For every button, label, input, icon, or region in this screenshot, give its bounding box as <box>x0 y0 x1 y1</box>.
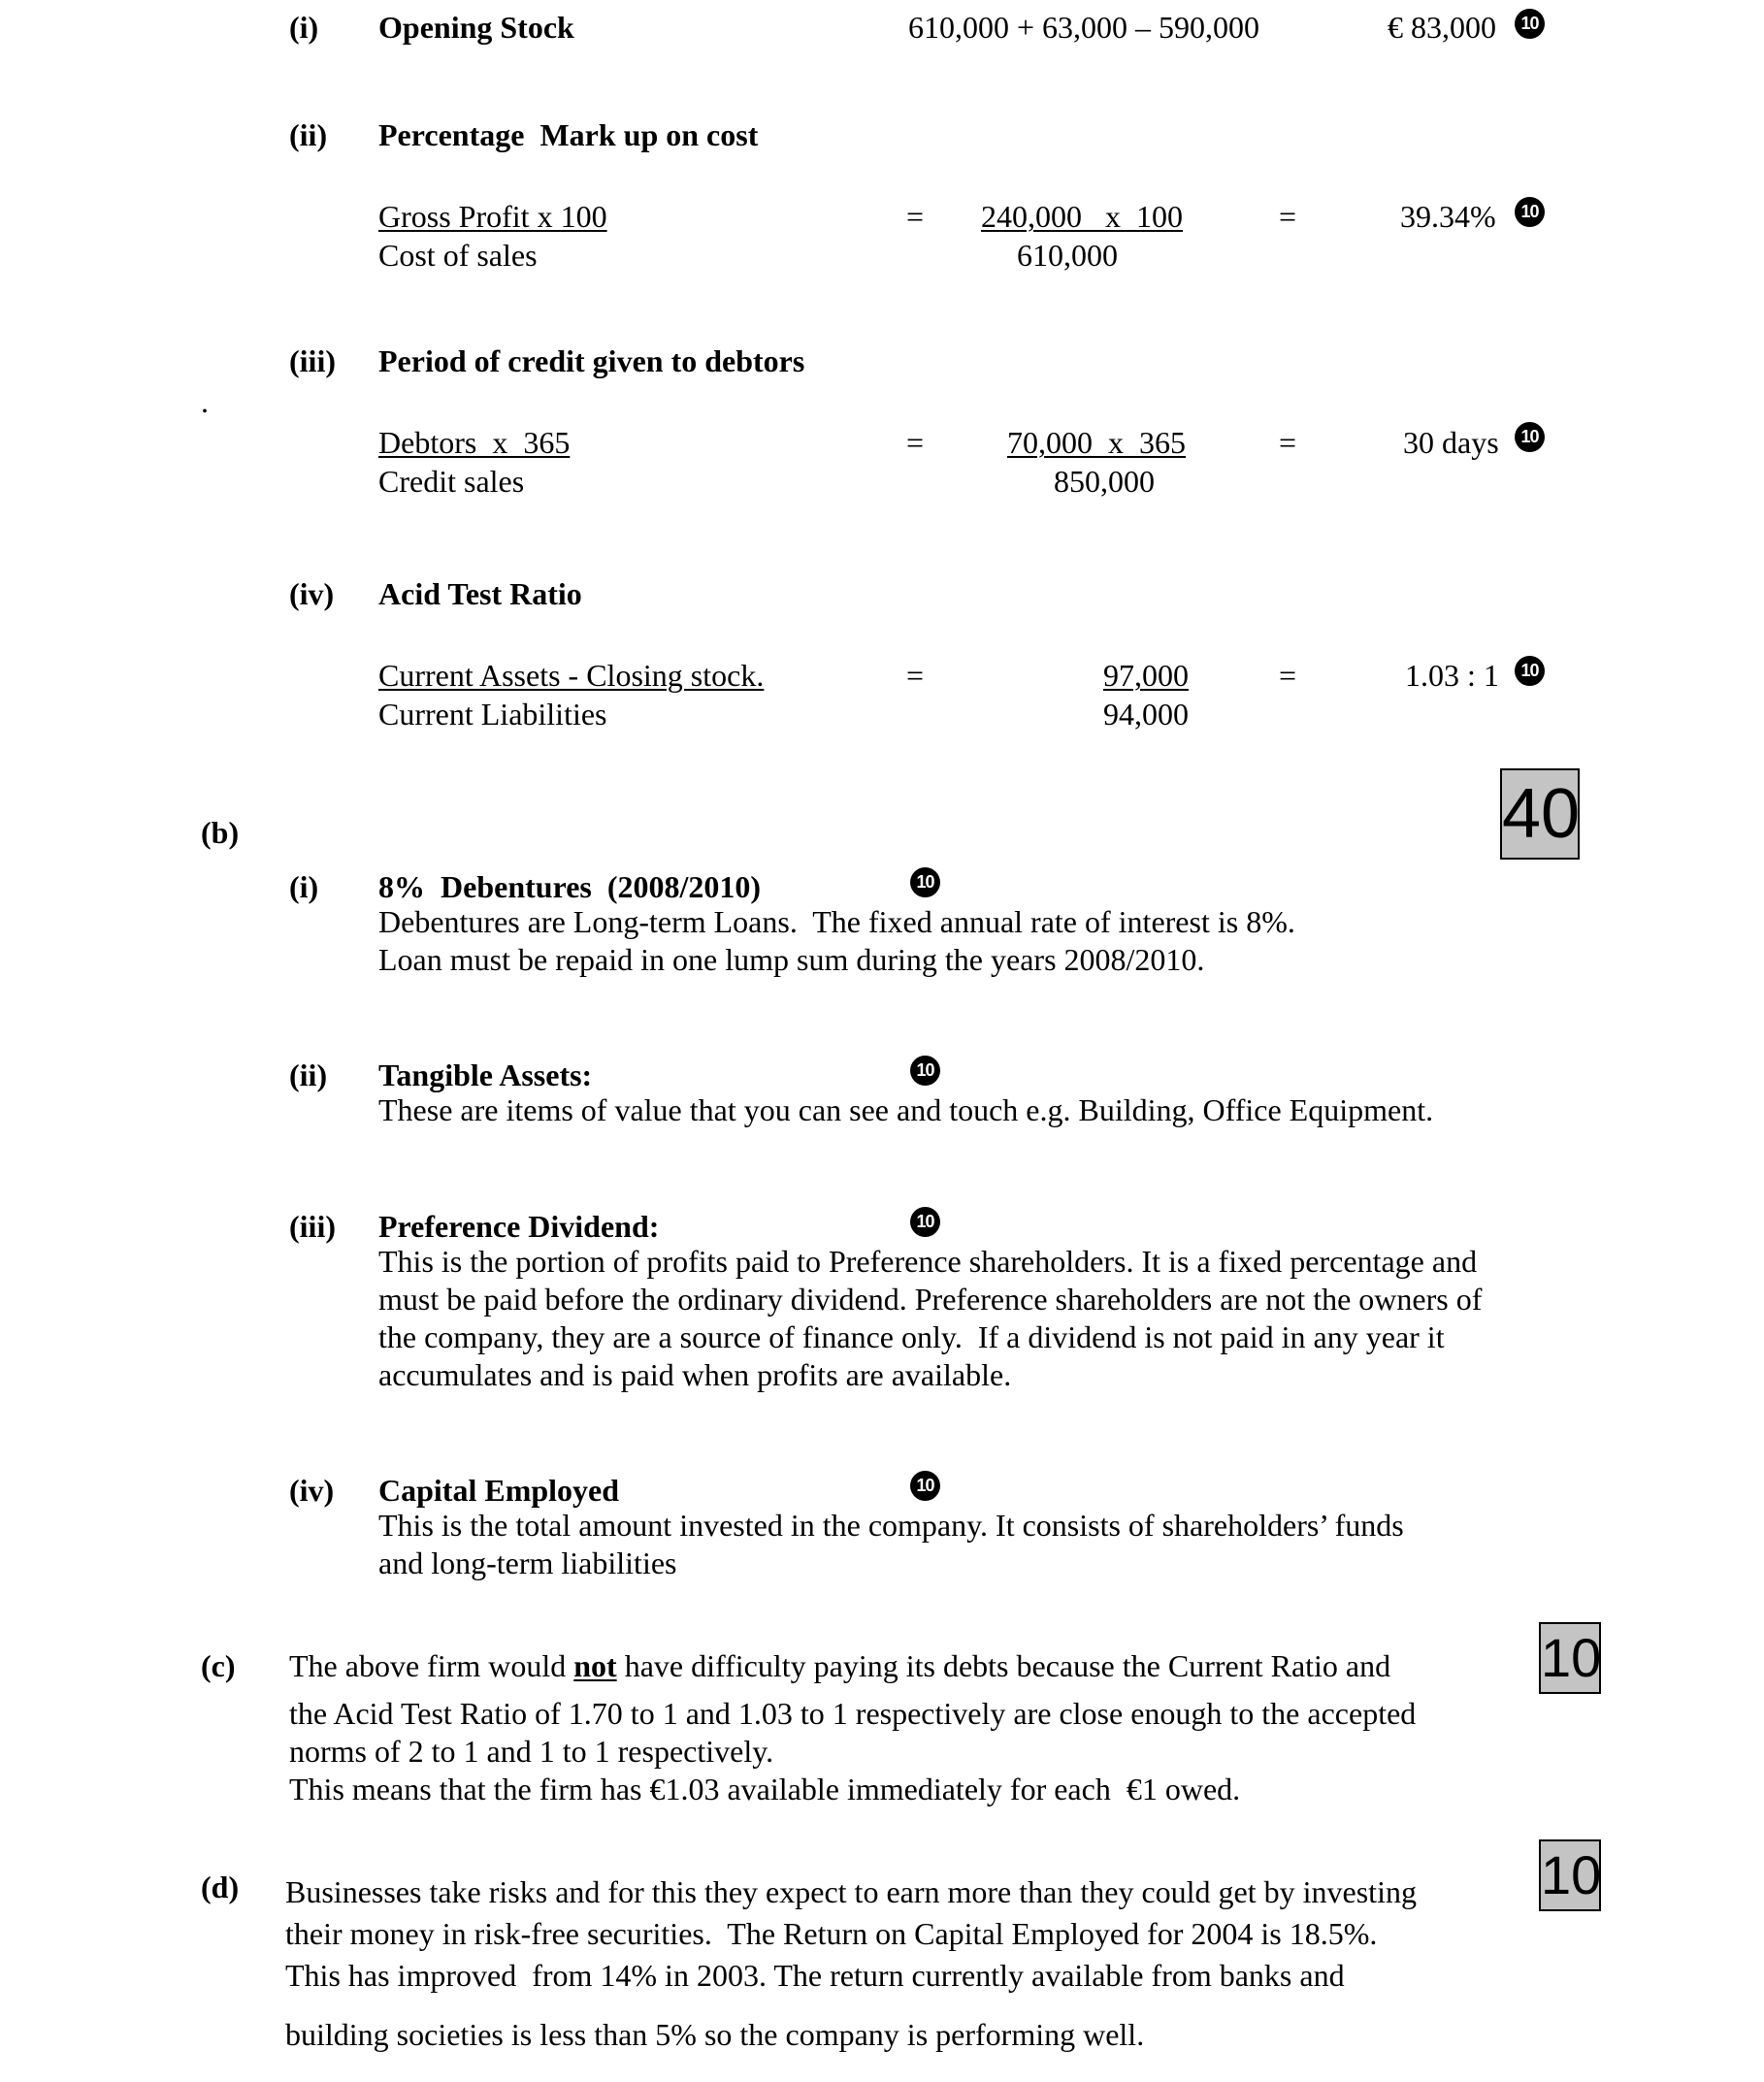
mark-10-icon: 10 <box>910 1207 940 1237</box>
markup-result: 39.34% <box>1400 199 1496 234</box>
debtors-credit-title: Period of credit given to debtors <box>378 343 805 378</box>
debtors-formula-numerator: Debtors x 365 <box>378 425 571 460</box>
mark-10-icon: 10 <box>1515 422 1545 452</box>
text-line: the company, they are a source of finance only. If a dividend is not paid in any year it <box>378 1319 1445 1354</box>
section-d-total-marks: 10 <box>1539 1839 1601 1911</box>
text-line: building societies is less than 5% so the company is performing well. <box>285 2017 1145 2052</box>
text-line: must be paid before the ordinary dividend. Preference shareholders are not the owners of <box>378 1282 1483 1317</box>
preference-dividend-title: Preference Dividend: <box>378 1209 660 1244</box>
tangible-assets-title: Tangible Assets: <box>378 1057 593 1092</box>
equals-sign: = <box>906 425 925 460</box>
mark-10-icon: 10 <box>910 1056 940 1086</box>
text-fragment: have difficulty paying its debts because the Current Ratio and <box>616 1648 1391 1683</box>
section-c-explanation <box>289 1695 1416 1808</box>
section-c-label: (c) <box>201 1648 236 1683</box>
markup-calc-numerator: 240,000 x 100 <box>981 199 1183 234</box>
section-c-total-marks: 10 <box>1539 1622 1601 1694</box>
item-number: (iii) <box>289 343 336 378</box>
text-line: norms of 2 to 1 and 1 to 1 respectively. <box>289 1734 774 1769</box>
text-line: This has improved from 14% in 2003. The return currently available from banks and <box>285 1958 1345 1993</box>
acid-calc-numerator: 97,000 <box>1103 658 1189 693</box>
debtors-calc-numerator: 70,000 x 365 <box>1007 425 1186 460</box>
section-d-label: (d) <box>201 1870 240 1904</box>
section-b-label: (b) <box>201 815 240 850</box>
text-line: These are items of value that you can see and touch e.g. Building, Office Equipment. <box>378 1092 1434 1127</box>
equals-sign: = <box>906 199 925 234</box>
text-line: accumulates and is paid when profits are available. <box>378 1357 1012 1392</box>
acid-calc-denominator: 94,000 <box>1103 697 1189 732</box>
text-line: the Acid Test Ratio of 1.70 to 1 and 1.03 to 1 respectively are close enough to the accepted <box>289 1696 1417 1731</box>
item-number: (i) <box>289 10 319 45</box>
opening-stock-title: Opening Stock <box>378 10 574 45</box>
debtors-result: 30 days <box>1403 425 1499 460</box>
tangible-assets-explanation <box>378 1091 1433 1129</box>
markup-formula-denominator: Cost of sales <box>378 238 538 273</box>
section-c-first-line <box>289 1650 1390 1681</box>
mark-10-icon: 10 <box>1515 197 1545 227</box>
item-number: (iii) <box>289 1209 336 1244</box>
opening-stock-result: € 83,000 <box>1388 10 1496 45</box>
preference-dividend-explanation <box>378 1243 1482 1394</box>
debtors-formula-denominator: Credit sales <box>378 464 525 499</box>
text-line: Businesses take risks and for this they expect to earn more than they could get by investing <box>285 1874 1417 1909</box>
markup-title: Percentage Mark up on cost <box>378 117 759 152</box>
capital-employed-title: Capital Employed <box>378 1473 620 1508</box>
equals-sign: = <box>1279 425 1297 460</box>
mark-10-icon: 10 <box>1515 656 1545 686</box>
debtors-calc-denominator: 850,000 <box>1054 464 1155 499</box>
mark-10-icon: 10 <box>910 867 940 897</box>
text-fragment: The above firm would <box>289 1648 574 1683</box>
stray-dot: . <box>201 384 209 419</box>
acid-formula-numerator: Current Assets - Closing stock. <box>378 658 765 693</box>
item-number: (ii) <box>289 1057 328 1092</box>
text-line: and long-term liabilities <box>378 1545 677 1580</box>
opening-stock-calculation: 610,000 + 63,000 – 590,000 <box>908 10 1260 45</box>
text-line: This is the portion of profits paid to Preference shareholders. It is a fixed percentage and <box>378 1244 1478 1279</box>
text-line: This is the total amount invested in the company. It consists of shareholders’ funds <box>378 1508 1404 1543</box>
item-number: (iv) <box>289 1473 335 1508</box>
section-d-explanation <box>285 1871 1417 2056</box>
text-line: Loan must be repaid in one lump sum during the years 2008/2010. <box>378 942 1205 977</box>
debentures-explanation <box>378 903 1295 979</box>
debentures-title: 8% Debentures (2008/2010) <box>378 869 762 904</box>
text-line: Debentures are Long-term Loans. The fixed annual rate of interest is 8%. <box>378 904 1295 939</box>
equals-sign: = <box>1279 199 1297 234</box>
equals-sign: = <box>906 658 925 693</box>
markup-formula-numerator: Gross Profit x 100 <box>378 199 607 234</box>
mark-10-icon: 10 <box>910 1471 940 1501</box>
item-number: (iv) <box>289 576 335 611</box>
mark-10-icon: 10 <box>1515 9 1545 39</box>
emphasis-not: not <box>573 1648 617 1683</box>
section-a-total-marks: 40 <box>1500 768 1580 860</box>
item-number: (ii) <box>289 117 328 152</box>
equals-sign: = <box>1279 658 1297 693</box>
text-line: their money in risk-free securities. The Return on Capital Employed for 2004 is 18.5%. <box>285 1916 1378 1951</box>
acid-test-title: Acid Test Ratio <box>378 576 582 611</box>
item-number: (i) <box>289 869 319 904</box>
acid-formula-denominator: Current Liabilities <box>378 697 607 732</box>
text-line: This means that the firm has €1.03 available immediately for each €1 owed. <box>289 1772 1241 1806</box>
markup-calc-denominator: 610,000 <box>1017 238 1118 273</box>
capital-employed-explanation <box>378 1507 1404 1582</box>
acid-test-result: 1.03 : 1 <box>1405 658 1499 693</box>
